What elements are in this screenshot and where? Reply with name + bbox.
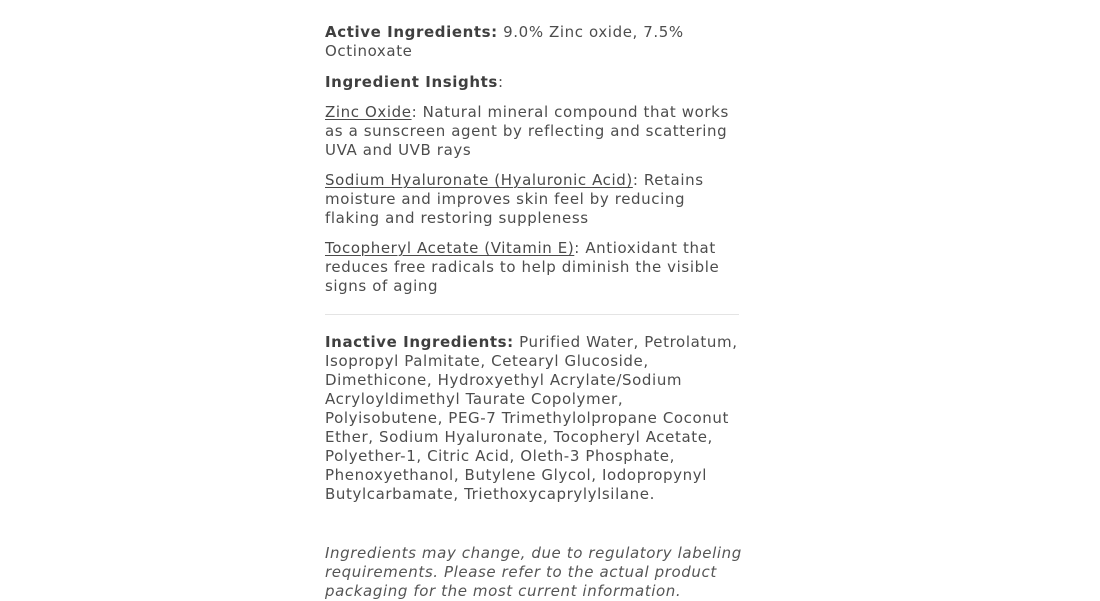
active-ingredients [325, 23, 745, 61]
regulatory-note: Ingredients may change, due to regulatory labeling requirements. Please refer to the actual product packaging for the most current information. [325, 544, 742, 600]
ingredient-insights-colon: : [497, 73, 504, 91]
ingredient-insight-item [325, 239, 745, 296]
ingredient-insight-item [325, 103, 745, 160]
ingredient-link-zinc-oxide[interactable]: Zinc Oxide [325, 103, 412, 121]
ingredient-insights-heading [325, 73, 745, 92]
ingredient-link-sodium-hyaluronate[interactable]: Sodium Hyaluronate (Hyaluronic Acid) [325, 171, 633, 189]
inactive-ingredients [325, 333, 745, 504]
ingredient-description: : Retains moisture and improves skin feel by reducing flaking and restoring suppleness [325, 171, 704, 227]
ingredient-link-tocopheryl-acetate[interactable]: Tocopheryl Acetate (Vitamin E) [325, 239, 575, 257]
inactive-ingredients-label: Inactive Ingredients: [325, 333, 514, 351]
active-ingredients-label: Active Ingredients: [325, 23, 498, 41]
ingredient-description: : Antioxidant that reduces free radicals to help diminish the visible signs of aging [325, 239, 720, 295]
ingredient-insights-label: Ingredient Insights [325, 73, 498, 91]
ingredients-section [325, 23, 745, 601]
ingredient-description: : Natural mineral compound that works as a sunscreen agent by reflecting and scattering UVA and UVB rays [325, 103, 729, 159]
inactive-ingredients-text: Purified Water, Petrolatum, Isopropyl Palmitate, Cetearyl Glucoside, Dimethicone, Hydroxyethyl Acrylate/Sodium Acryloyldimethyl Taurate Copolymer, Polyisobutene, PEG-7 Trimethylolpropane Coconut Ether, Sodium Hyaluronate, Tocopheryl Acetate, Polyether-1, Citric Acid, Oleth-3 Phosphate, Phenoxyethanol, Butylene Glycol, Iodopropynyl Butylcarbamate, Triethoxycaprylylsilane. [325, 333, 738, 503]
ingredient-insight-item [325, 171, 745, 228]
active-ingredients-text: 9.0% Zinc oxide, 7.5% Octinoxate [325, 23, 684, 60]
section-divider [325, 314, 739, 315]
